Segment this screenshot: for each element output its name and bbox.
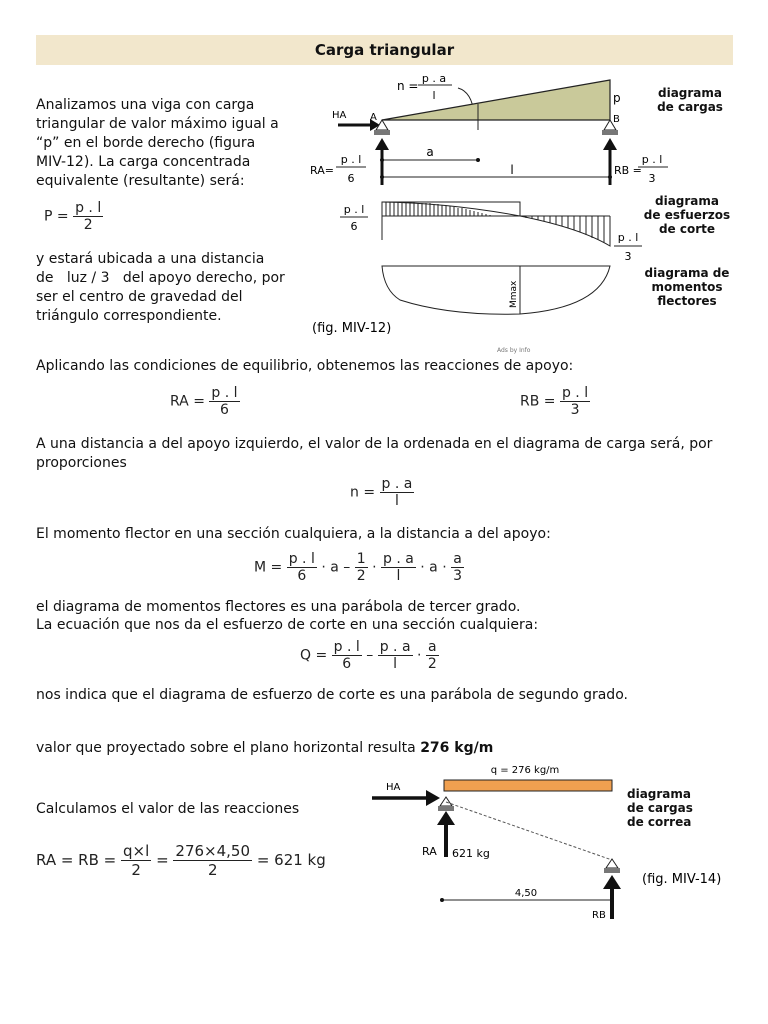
- numerator: p . l: [333, 639, 360, 655]
- shear-right-num: p . l: [617, 231, 639, 244]
- denominator: 3: [453, 568, 463, 584]
- formula-lhs: P =: [44, 208, 69, 225]
- equilibrio-text: Aplicando las condiciones de equilibrio, obtenemos las reacciones de apoyo:: [36, 358, 574, 374]
- b-label: B: [613, 114, 620, 125]
- support-a: [440, 797, 452, 806]
- dim-dot: [608, 175, 612, 179]
- correa-load: [444, 780, 612, 791]
- arrow-head: [426, 790, 440, 806]
- dim-dot: [380, 175, 384, 179]
- a-dim-label: a: [426, 145, 434, 159]
- numerator: p . l: [561, 385, 589, 401]
- intro-line: “p” en el borde derecho (figura: [36, 135, 256, 151]
- shear-right-den: 3: [624, 250, 632, 263]
- shear-left-num: p . l: [343, 203, 365, 216]
- n-num: p . a: [421, 72, 447, 85]
- numerator: q×l: [123, 842, 150, 860]
- intro-line: MIV-12). La carga concentrada: [36, 154, 251, 170]
- span-label: 4,50: [514, 888, 538, 899]
- numerator: p . l: [75, 200, 102, 216]
- fraction: [378, 639, 413, 672]
- ha-label: HA: [332, 110, 347, 121]
- intro-line: equivalente (resultante) será:: [36, 173, 245, 189]
- numerator: a: [451, 551, 464, 568]
- fig-caption: (fig. MIV-14): [642, 872, 722, 887]
- mmax-label: Mmax: [509, 280, 519, 308]
- shear-curve: [382, 202, 610, 246]
- intro-line: de luz / 3 del apoyo derecho, por: [36, 270, 285, 286]
- reacciones-formula: [36, 842, 326, 879]
- dim-dot: [610, 898, 614, 902]
- n-label: n =: [397, 79, 419, 93]
- fraction: [380, 476, 415, 509]
- denominator: 2: [356, 568, 366, 584]
- denominator: 2: [131, 861, 141, 879]
- formula-lhs: M =: [254, 559, 283, 576]
- rb-formula: [520, 385, 590, 418]
- reacciones-text: Calculamos el valor de las reacciones: [36, 801, 300, 817]
- fraction: [173, 842, 252, 879]
- dim-dot: [380, 158, 384, 162]
- momento-after-1: el diagrama de momentos flectores es una parábola de tercer grado.: [36, 599, 521, 615]
- denominator: l: [393, 656, 398, 672]
- n-formula: [350, 476, 414, 509]
- intro-paragraph: [36, 96, 306, 191]
- m-formula: [254, 551, 464, 584]
- denominator: 6: [297, 568, 307, 584]
- formula-lhs: RB =: [520, 393, 556, 410]
- denominator: l: [396, 568, 401, 584]
- fraction: [355, 551, 368, 584]
- momento-text: El momento flector en una sección cualquiera, a la distancia a del apoyo:: [36, 526, 551, 542]
- proyectado-value: 276 kg/m: [420, 740, 494, 756]
- support-a-base: [438, 806, 454, 811]
- fraction: [209, 385, 239, 418]
- denominator: 2: [427, 656, 437, 672]
- intro-line: y estará ubicada a una distancia: [36, 251, 265, 267]
- numerator: p . l: [211, 385, 238, 401]
- arrow-head: [603, 138, 617, 150]
- numerator: p . a: [381, 476, 413, 492]
- denominator: 2: [207, 861, 218, 879]
- operator: · a ·: [420, 559, 447, 576]
- rb-label: RB: [592, 910, 606, 921]
- numerator: p . l: [288, 551, 315, 567]
- proyectado-label: valor que proyectado sobre el plano horizontal resulta: [36, 740, 421, 756]
- fraction: [451, 551, 464, 584]
- rb-label: RB =: [614, 164, 642, 177]
- fraction: [381, 551, 416, 584]
- denominator: l: [394, 493, 399, 509]
- ra-label: RA: [422, 845, 437, 858]
- formula-lhs: RA =: [170, 393, 205, 410]
- formula-result: = 621 kg: [256, 851, 326, 869]
- q-label: q = 276 kg/m: [490, 765, 560, 776]
- p-label: p: [613, 91, 621, 105]
- arrow-head: [437, 811, 455, 825]
- ra-formula: [170, 385, 240, 418]
- operator: ·: [372, 559, 377, 576]
- shear-left-den: 6: [350, 220, 358, 233]
- numerator: p . a: [382, 551, 414, 567]
- numerator: 276×4,50: [175, 842, 251, 860]
- fraction: [426, 639, 439, 672]
- fraction: [73, 200, 103, 233]
- arrow-head: [603, 875, 621, 889]
- intro-after-paragraph: [36, 250, 311, 326]
- ra-label: RA=: [310, 164, 334, 177]
- resultant-formula: [44, 200, 103, 233]
- a-label: A: [370, 112, 377, 123]
- denominator: 6: [342, 656, 352, 672]
- momento-after-2: La ecuación que nos da el esfuerzo de corte en una sección cualquiera:: [36, 617, 539, 633]
- page-title: Carga triangular: [36, 35, 733, 65]
- dim-dot: [476, 158, 480, 162]
- denominator: 3: [570, 402, 580, 418]
- l-dim-label: l: [510, 163, 514, 177]
- moment-diagram: [382, 266, 610, 314]
- ra-num: p . l: [340, 153, 362, 166]
- distancia-text: A una distancia a del apoyo izquierdo, el valor de la ordenada en el diagrama de carga será, por proporciones: [36, 436, 713, 471]
- operator: ·: [416, 647, 422, 664]
- n-den: l: [432, 89, 436, 102]
- fig-caption: (fig. MIV-12): [312, 321, 392, 336]
- corte-after: nos indica que el diagrama de esfuerzo de corte es una parábola de segundo grado.: [36, 687, 628, 703]
- ha-label: HA: [386, 782, 401, 793]
- intro-line: Analizamos una viga con carga: [36, 97, 255, 113]
- ads-label: Ads by Info: [497, 347, 531, 354]
- support-a-base: [374, 130, 390, 135]
- rb-den: 3: [648, 172, 656, 185]
- formula-lhs: RA = RB =: [36, 851, 117, 869]
- formula-lhs: n =: [350, 484, 376, 501]
- shear-positive: [382, 202, 520, 216]
- denominator: 6: [219, 402, 229, 418]
- q-formula: [300, 639, 439, 672]
- numerator: 1: [356, 551, 366, 567]
- operator: –: [366, 647, 374, 664]
- intro-line: triangular de valor máximo igual a: [36, 116, 279, 132]
- arrow-head: [375, 138, 389, 150]
- operator: · a –: [321, 559, 351, 576]
- support-b-base: [604, 868, 620, 873]
- label-diagrama-momentos: diagrama de momentos flectores: [644, 266, 730, 308]
- dim-dot: [440, 898, 444, 902]
- numerator: p . a: [379, 639, 411, 655]
- label-diagrama-cargas: diagrama de cargas: [657, 86, 723, 114]
- denominator: 2: [83, 217, 93, 233]
- support-b-base: [602, 130, 618, 135]
- ra-den: 6: [347, 172, 355, 185]
- rb-num: p . l: [641, 153, 663, 166]
- operator: =: [156, 851, 169, 869]
- fraction: [332, 639, 362, 672]
- formula-lhs: Q =: [300, 647, 328, 664]
- figure-miv14: [360, 755, 740, 925]
- intro-line: triángulo correspondiente.: [36, 308, 222, 324]
- fraction: [287, 551, 317, 584]
- label-diagrama-corte: diagrama de esfuerzos de corte: [643, 194, 731, 236]
- fraction: [560, 385, 590, 418]
- fraction: [121, 842, 151, 879]
- intro-line: ser el centro de gravedad del: [36, 289, 243, 305]
- label-diagrama-correa: diagrama de cargas de correa: [627, 787, 693, 829]
- ra-value: 621 kg: [452, 847, 490, 860]
- numerator: a: [426, 639, 439, 656]
- support-b: [606, 859, 618, 868]
